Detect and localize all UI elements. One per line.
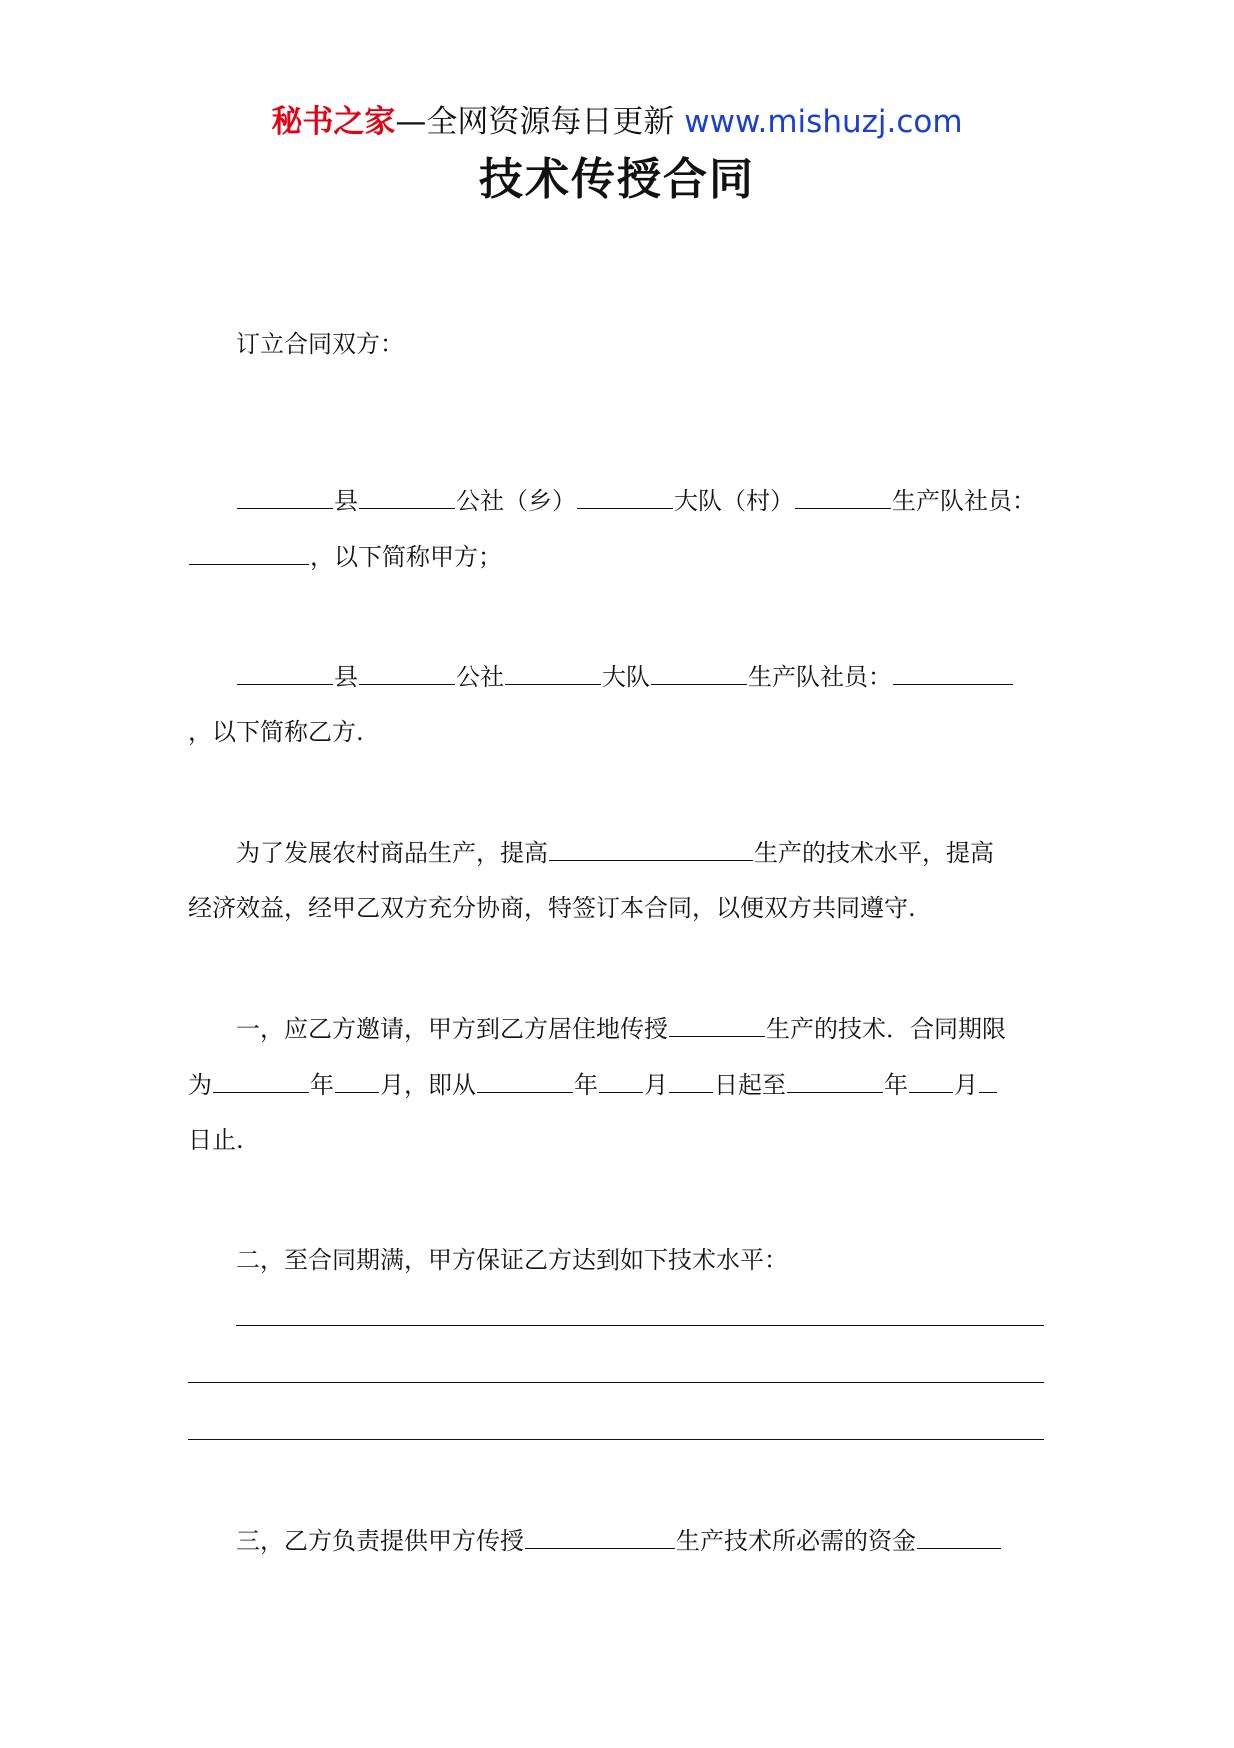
blank-field[interactable] [359, 484, 455, 509]
clause3-text-a: 三，乙方负责提供甲方传授 [236, 1527, 524, 1555]
blank-field[interactable] [787, 1068, 883, 1093]
blank-field[interactable] [477, 1068, 573, 1093]
clause1-month-1: 月 [380, 1071, 404, 1099]
blank-field[interactable] [525, 1524, 675, 1549]
party-a-commune: 公社（乡） [456, 487, 576, 515]
blank-field[interactable] [549, 836, 753, 861]
clause1-month-3: 月 [954, 1071, 978, 1099]
blank-field[interactable] [213, 1068, 309, 1093]
party-a-suffix: ，以下简称甲方； [310, 543, 502, 571]
site-tagline: —全网资源每日更新 [395, 104, 685, 140]
purpose-line-2: 经济效益，经甲乙双方充分协商，特签订本合同，以便双方共同遵守. [188, 894, 916, 922]
blank-field[interactable] [189, 540, 309, 565]
clause1-text-a: 一，应乙方邀请，甲方到乙方居住地传授 [236, 1015, 668, 1043]
party-b-team: 生产队社员： [748, 663, 892, 691]
blank-field[interactable] [599, 1068, 643, 1093]
parties-heading: 订立合同双方： [236, 330, 404, 358]
site-url[interactable]: www.mishuzj.com [684, 104, 963, 140]
answer-rule[interactable] [188, 1439, 1044, 1440]
blank-field[interactable] [909, 1068, 953, 1093]
clause1-text-b: 生产的技术．合同期限 [766, 1015, 1006, 1043]
clause1-year-3: 年 [884, 1071, 908, 1099]
blank-field[interactable] [335, 1068, 379, 1093]
purpose-line-1 [236, 836, 994, 869]
clause1-year-2: 年 [574, 1071, 598, 1099]
party-a-line-2 [188, 540, 502, 573]
clause3-text-b: 生产技术所必需的资金 [676, 1527, 916, 1555]
clause1-month-2: 月 [644, 1071, 668, 1099]
party-b-line [236, 660, 1014, 693]
blank-field[interactable] [795, 484, 891, 509]
blank-field[interactable] [917, 1524, 1001, 1549]
site-brand: 秘书之家 [271, 104, 396, 140]
party-a-team: 生产队社员： [892, 487, 1036, 515]
clause1-end: 日止. [188, 1126, 244, 1154]
clause1-line-2 [188, 1068, 998, 1101]
blank-field[interactable] [359, 660, 455, 685]
party-a-line [236, 484, 1036, 517]
party-a-county: 县 [334, 487, 358, 515]
clause2-text: 二，至合同期满，甲方保证乙方达到如下技术水平： [236, 1246, 788, 1274]
clause3-line [236, 1524, 1002, 1557]
party-b-brigade: 大队 [602, 663, 650, 691]
party-a-brigade: 大队（村） [674, 487, 794, 515]
blank-field[interactable] [651, 660, 747, 685]
blank-field[interactable] [669, 1068, 713, 1093]
blank-field[interactable] [979, 1068, 997, 1093]
blank-field[interactable] [237, 484, 333, 509]
party-b-county: 县 [334, 663, 358, 691]
party-b-commune: 公社 [456, 663, 504, 691]
clause1-year-1: 年 [310, 1071, 334, 1099]
purpose-text-2: 生产的技术水平，提高 [754, 839, 994, 867]
blank-field[interactable] [237, 660, 333, 685]
clause1-text-c: 为 [188, 1071, 212, 1099]
purpose-text-1: 为了发展农村商品生产，提高 [236, 839, 548, 867]
blank-field[interactable] [577, 484, 673, 509]
answer-rule[interactable] [188, 1382, 1044, 1383]
clause1-line-1 [236, 1012, 1006, 1045]
blank-field[interactable] [505, 660, 601, 685]
clause1-from: ，即从 [404, 1071, 476, 1099]
party-b-suffix: ，以下简称乙方. [188, 718, 364, 746]
answer-rule[interactable] [236, 1325, 1044, 1326]
blank-field[interactable] [669, 1012, 765, 1037]
blank-field[interactable] [893, 660, 1013, 685]
clause1-day-to: 日起至 [714, 1071, 786, 1099]
document-title: 技术传授合同 [479, 154, 755, 205]
site-header [0, 102, 1234, 142]
